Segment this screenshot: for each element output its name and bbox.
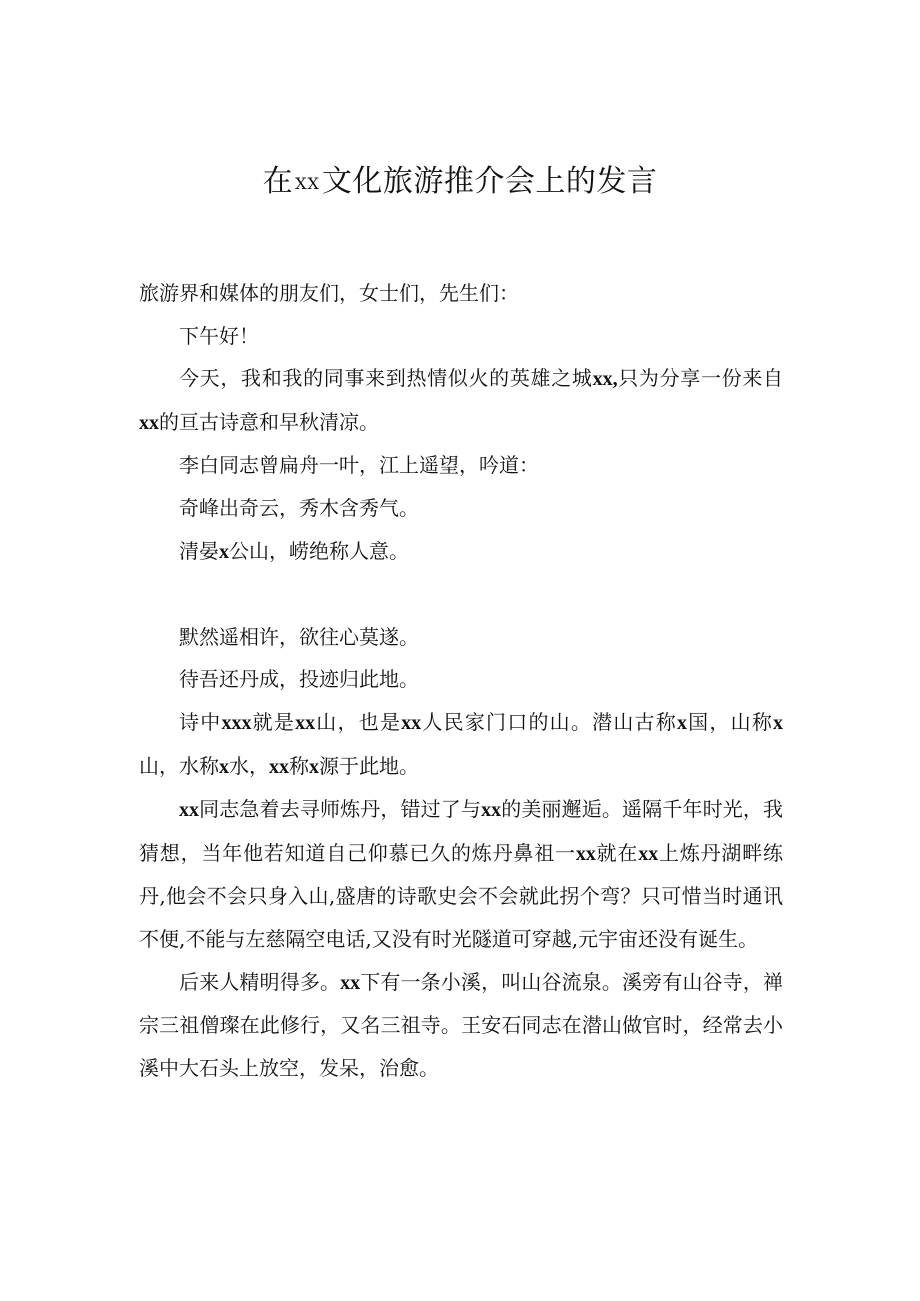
text-run: 上炼丹湖畔练丹,他会不会只身入山,盛唐的诗歌史会不会就此拐个弯？只可惜当时通讯不便,不能与左慈隔空电话,又没有时光隧道可穿越,元宇宙还没有诞生。 [139,840,784,951]
text-run: 诗中 [179,709,222,734]
text-run: 公山，崂绝称人意。 [229,538,409,563]
text-run: 源于此地。 [319,753,419,778]
text-run: 山，水称 [139,753,219,778]
poem-line-1: 奇峰出奇云，秀木含秀气。 [179,495,419,520]
placeholder-text: xxx [221,711,252,734]
placeholder-text: x [219,755,229,778]
placeholder-text: xx [575,842,596,865]
text-run: 就在 [595,840,639,865]
placeholder-text: x [676,711,687,734]
placeholder-text: x [773,711,784,734]
paragraph-libai: 李白同志曾扁舟一叶，江上遥望，吟道： [179,453,539,478]
poem-line-3: 默然遥相许，欲往心莫遂。 [179,624,419,649]
title-placeholder: XX [295,174,320,193]
placeholder-text: xx [295,711,316,734]
document-title [0,160,920,206]
text-run: 只为分享一份来自 [617,366,784,391]
poem-line-2 [139,530,783,574]
paragraph-poem-explanation [139,701,783,788]
greeting: 旅游界和媒体的朋友们，女士们，先生们： [139,281,519,305]
text-run: 今天，我和我的同事来到热情似火的英雄之城 [179,366,593,391]
paragraph-intro [139,357,783,444]
text-run: 下有一条小溪，叫山谷流泉。溪旁有山谷寺，禅宗三祖僧璨在此修行，又名三祖寺。王安石同志在潜山做官时，经常去小溪中大石头上放空，发呆，治愈。 [139,969,784,1080]
paragraph-alchemy [139,788,783,960]
placeholder-text: xx [481,799,502,822]
text-run: 称 [289,753,309,778]
placeholder-text: x [219,540,229,563]
placeholder-text: xx [340,971,361,994]
placeholder-text: x [309,755,319,778]
placeholder-text: xx, [592,368,618,391]
text-run: 国，山称 [686,709,774,734]
text-run: 的亘古诗意和早秋清凉。 [159,409,379,434]
paragraph-stream [139,961,783,1090]
document-body [139,272,783,1089]
placeholder-text: xx [638,842,659,865]
text-run: 人民家门口的山。潜山古称 [421,709,677,734]
text-run: 水， [229,753,269,778]
text-run: 的美丽邂逅。遥隔千年时光，我猜想，当年他若知道自己仰慕已久的炼丹鼻祖一 [139,797,784,865]
title-text: 在 [262,164,294,199]
text-run: 后来人精明得多。 [179,969,341,994]
text-run: 就是 [251,709,296,734]
placeholder-text: xx [269,755,289,778]
title-text: 文化旅游推介会上的发言 [321,164,658,199]
text-run: 同志急着去寻师炼丹，错过了与 [199,797,482,822]
placeholder-text: xx [401,711,422,734]
poem-line-4: 待吾还丹成，投迹归此地。 [179,667,419,692]
placeholder-text: xx [179,799,199,822]
afternoon-greeting: 下午好！ [179,323,259,348]
text-run: 清晏 [179,538,219,563]
text-run: 山，也是 [315,709,402,734]
blank-line [139,573,783,616]
placeholder-text: xx [139,411,159,434]
